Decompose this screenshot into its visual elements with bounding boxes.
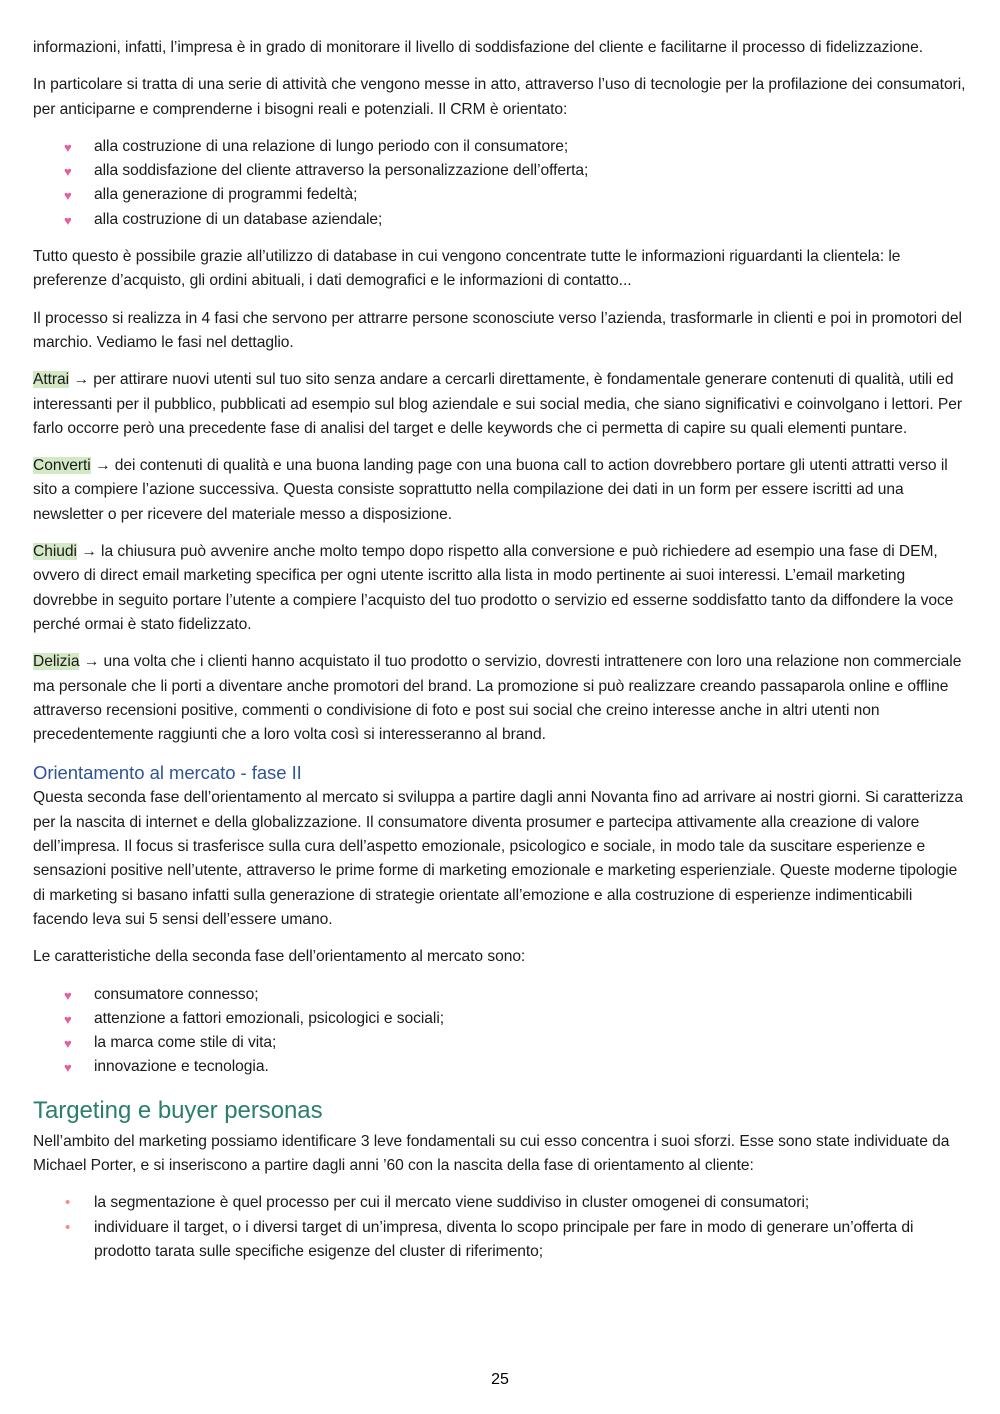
phase-term-highlight: Converti [33, 457, 91, 475]
heart-bullet-icon: ♥ [64, 188, 72, 204]
paragraph-targeting-intro: Nell’ambito del marketing possiamo identificare 3 leve fondamentali su cui esso concentra i suoi sforzi. Esse sono state individuate da Michael Porter, e si inseriscono a partire dagli anni ’60 con la nascita della fase di orientamento al cliente: [33, 1132, 950, 1174]
paragraph-crm-definition: In particolare si tratta di una serie di attività che vengono messe in atto, attraverso l’uso di tecnologie per la profilazione dei consumatori, per anticiparne e comprenderne i bisogni reali e potenziali. Il CRM è orientato: [33, 76, 966, 118]
list-item: ♥ innovazione e tecnologia. [94, 1055, 966, 1079]
market-characteristics-list [33, 983, 966, 1080]
page-number: 25 [491, 1371, 509, 1388]
phase-chiudi [33, 540, 966, 637]
list-item: ♥ attenzione a fattori emozionali, psicologici e sociali; [94, 1007, 966, 1031]
heart-bullet-icon: ♥ [64, 164, 72, 180]
heart-bullet-icon: ♥ [64, 212, 72, 228]
phase-converti [33, 454, 966, 527]
crm-goals-list [33, 135, 966, 232]
phase-description: → la chiusura può avvenire anche molto tempo dopo rispetto alla conversione e può richiedere ad esempio una fase di DEM, ovvero di direct email marketing specifica per ogni utente iscritto alla lista in modo pertinente ai suoi interessi. L’email marketing dovrebbe in seguito portare l’utente a compiere l’acquisto del tuo prodotto o servizio ed esserne soddisfatto tanto da diffondere la voce perché ormai è stato fidelizzato. [33, 543, 954, 633]
list-item: ♥ alla generazione di programmi fedeltà; [94, 183, 966, 207]
phase-description: → per attirare nuovi utenti sul tuo sito senza andare a cercarli direttamente, è fondamentale generare contenuti di qualità, utili ed interessanti per il pubblico, pubblicati ad esempio sul blog aziendale e sui social media, che siano significativi e coinvolgano i lettori. Per farlo occorre però una precedente fase di analisi del target e delle keywords che ci permetta di capire su quali elementi puntare. [33, 371, 963, 437]
list-item: ♥ consumatore connesso; [94, 983, 966, 1007]
section-heading-market-orientation: Orientamento al mercato - fase II [33, 762, 302, 784]
list-item: • individuare il target, o i diversi target di un’impresa, diventa lo scopo principale per fare in modo di generare un’offerta di prodotto tarata sulle specifiche esigenze del cluster di riferimento; [94, 1216, 966, 1265]
paragraph-database: Tutto questo è possibile grazie all’utilizzo di database in cui vengono concentrate tutte le informazioni riguardanti la clientela: le preferenze d’acquisto, gli ordini abituali, i dati demografici e le informazioni di contatto... [33, 248, 901, 290]
phase-description: → dei contenuti di qualità e una buona landing page con una buona call to action dovrebbero portare gli utenti attratti verso il sito a compiere l’azione successiva. Questa consiste soprattutto nella compilazione dei dati in un form per essere iscritti ad una newsletter o per ricevere del materiale messo a disposizione. [33, 457, 948, 523]
phase-term-highlight: Attrai [33, 371, 70, 389]
dot-bullet-icon: • [65, 1218, 71, 1236]
heart-bullet-icon: ♥ [64, 139, 72, 155]
list-item: • la segmentazione è quel processo per cui il mercato viene suddiviso in cluster omogenei di consumatori; [94, 1191, 966, 1215]
list-item: ♥ la marca come stile di vita; [94, 1031, 966, 1055]
phase-description: → una volta che i clienti hanno acquistato il tuo prodotto o servizio, dovresti intrattenere con loro una relazione non commerciale ma personale che li porti a diventare anche promotori del brand. La promozione si può realizzare creando passaparola online e offline attraverso recensioni positive, commenti o condivisione di foto e post sui social che creino interesse anche in altri utenti non precedentemente raggiunti che a loro volta così si interesseranno al brand. [33, 653, 962, 744]
section-heading-targeting: Targeting e buyer personas [33, 1096, 323, 1124]
phase-delizia [33, 650, 966, 747]
paragraph-intro-continuation: informazioni, infatti, l’impresa è in grado di monitorare il livello di soddisfazione del cliente e facilitarne il processo di fidelizzazione. [33, 39, 923, 56]
phase-term-highlight: Delizia [33, 653, 80, 671]
phase-term-highlight: Chiudi [33, 543, 77, 561]
heart-bullet-icon: ♥ [64, 1011, 72, 1027]
paragraph-market-phase-two: Questa seconda fase dell’orientamento al mercato si sviluppa a partire dagli anni Novanta fino ad arrivare ai nostri giorni. Si caratterizza per la nascita di internet e della globalizzazione. Il consumatore diventa prosumer e partecipa attivamente alla creazione di valore dell’impresa. Il focus si trasferisce sulla cura dell’aspetto emozionale, psicologico e sociale, in modo tale da suscitare esperienze e sensazioni positive nell’utente, attraverso le prime forme di marketing emozionale e marketing esperienziale. Queste moderne tipologie di marketing si basano infatti sulla generazione di strategie orientate all’emozione e alla costruzione di esperienze indimenticabili facendo leva sui 5 sensi dell’essere umano. [33, 789, 963, 928]
heart-bullet-icon: ♥ [64, 1036, 72, 1052]
list-item: ♥ alla costruzione di una relazione di lungo periodo con il consumatore; [94, 135, 966, 159]
dot-bullet-icon: • [65, 1194, 71, 1212]
paragraph-market-characteristics: Le caratteristiche della seconda fase dell’orientamento al mercato sono: [33, 948, 526, 966]
phase-attrai [33, 368, 966, 441]
list-item: ♥ alla soddisfazione del cliente attraverso la personalizzazione dell’offerta; [94, 159, 966, 183]
paragraph-process: Il processo si realizza in 4 fasi che servono per attrarre persone sconosciute verso l’azienda, trasformarle in clienti e poi in promotori del marchio. Vediamo le fasi nel dettaglio. [33, 309, 962, 351]
list-item: ♥ alla costruzione di un database aziendale; [94, 208, 966, 232]
heart-bullet-icon: ♥ [64, 987, 72, 1003]
targeting-levers-list [33, 1191, 966, 1264]
heart-bullet-icon: ♥ [64, 1060, 72, 1076]
